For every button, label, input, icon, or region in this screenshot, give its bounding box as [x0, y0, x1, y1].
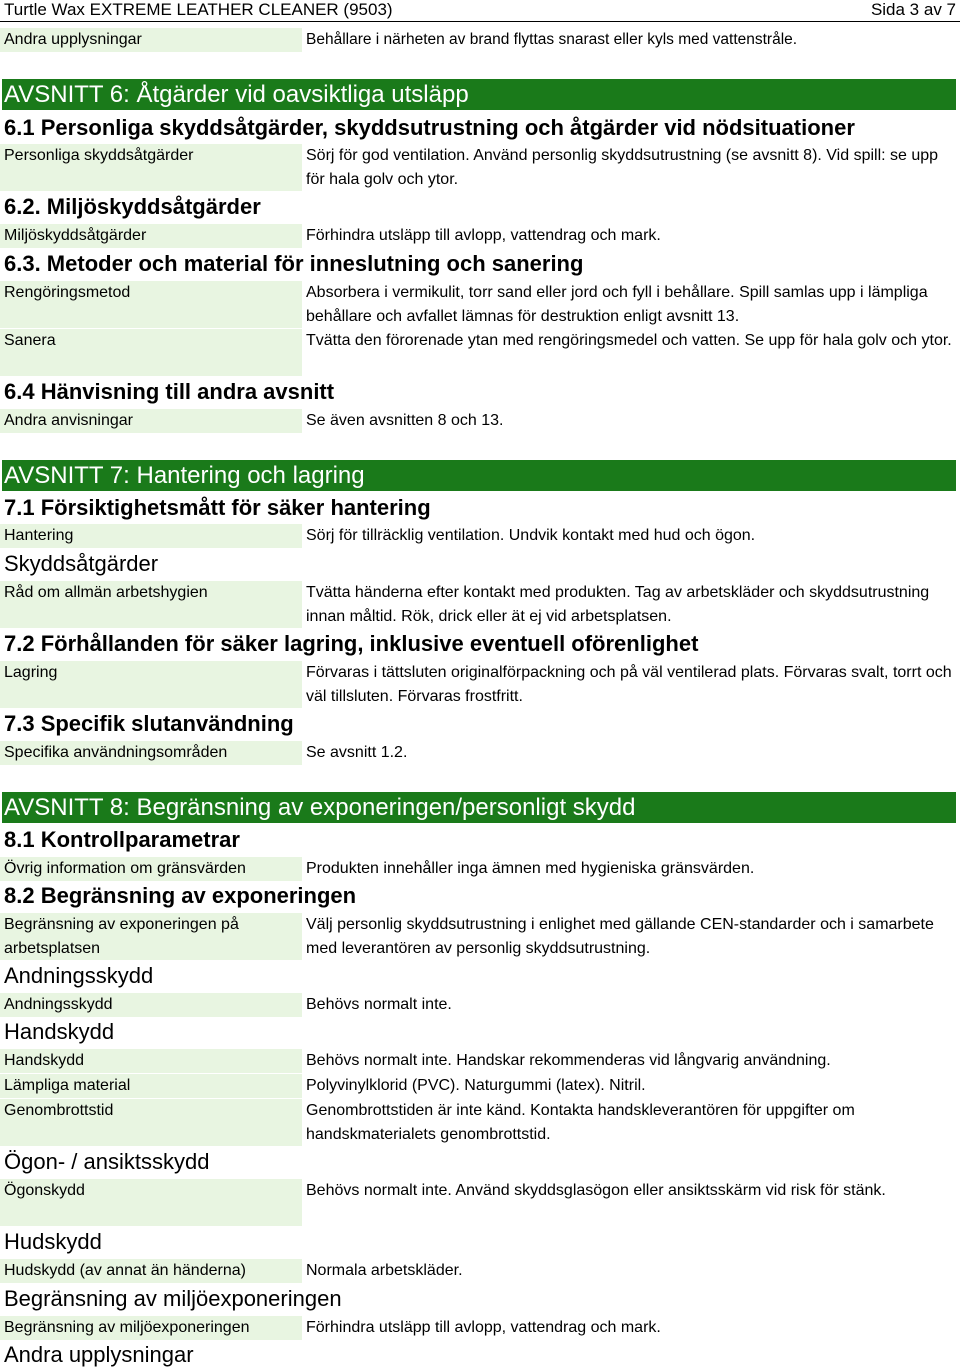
- field-value: Se avsnitt 1.2.: [306, 744, 408, 761]
- subsection-6-3: 6.3. Metoder och material för inneslutning och sanering: [4, 251, 584, 276]
- subsection-8-1: 8.1 Kontrollparametrar: [4, 827, 240, 852]
- field-label: Specifika användningsområden: [0, 741, 302, 765]
- field-label: Råd om allmän arbetshygien: [0, 581, 302, 628]
- section-6-title: AVSNITT 6: Åtgärder vid oavsiktliga utsläpp: [2, 79, 956, 110]
- field-value: Förhindra utsläpp till avlopp, vattendrag och mark.: [306, 1319, 661, 1336]
- subsection-6-4: 6.4 Hänvisning till andra avsnitt: [4, 379, 335, 404]
- field-label: Andra anvisningar: [0, 409, 302, 433]
- subheading-andra-upplysningar: Andra upplysningar: [4, 1342, 194, 1367]
- subheading-miljoexponering: Begränsning av miljöexponeringen: [4, 1286, 342, 1311]
- subheading-ogonskydd: Ögon- / ansiktsskydd: [4, 1149, 210, 1174]
- subsection-6-1: 6.1 Personliga skyddsåtgärder, skyddsutrustning och åtgärder vid nödsituationer: [4, 115, 855, 140]
- field-label: Rengöringsmetod: [0, 281, 302, 328]
- field-value: Absorbera i vermikulit, torr sand eller jord och fyll i behållare. Spill samlas upp i lämpliga behållare och avfallet lämnas för destruktion enligt avsnitt 13.: [306, 284, 928, 325]
- field-value: Förvaras i tättsluten originalförpackning och på väl ventilerad plats. Förvaras svalt, torrt och väl tillsluten. Förvaras frostfritt.: [306, 664, 952, 705]
- header-divider: [0, 21, 960, 22]
- field-label: Genombrottstid: [0, 1099, 302, 1146]
- field-value: Behållare i närheten av brand flyttas snarast eller kyls med vattenstråle.: [306, 31, 798, 48]
- field-label: Miljöskyddsåtgärder: [0, 224, 302, 248]
- field-label: Begränsning av exponeringen på arbetsplatsen: [0, 913, 302, 960]
- field-label: Begränsning av miljöexponeringen: [0, 1316, 302, 1340]
- field-label: Lämpliga material: [0, 1074, 302, 1098]
- field-label: Hudskydd (av annat än händerna): [0, 1259, 302, 1283]
- subsection-7-3: 7.3 Specifik slutanvändning: [4, 711, 294, 736]
- field-value: Normala arbetskläder.: [306, 1262, 463, 1279]
- field-value: Behövs normalt inte.: [306, 996, 452, 1013]
- subheading-andningsskydd: Andningsskydd: [4, 963, 154, 988]
- document-title: Turtle Wax EXTREME LEATHER CLEANER (9503): [4, 0, 393, 19]
- field-value: Sörj för tillräcklig ventilation. Undvik kontakt med hud och ögon.: [306, 527, 756, 544]
- field-label: Hantering: [0, 524, 302, 548]
- field-value: Tvätta den förorenade ytan med rengöringsmedel och vatten. Se upp för hala golv och ytor.: [306, 332, 952, 349]
- field-label: Ögonskydd: [0, 1179, 302, 1226]
- field-label: Övrig information om gränsvärden: [0, 857, 302, 881]
- field-value: Förhindra utsläpp till avlopp, vattendrag och mark.: [306, 227, 661, 244]
- field-label: Andningsskydd: [0, 993, 302, 1017]
- subsection-6-2: 6.2. Miljöskyddsåtgärder: [4, 194, 261, 219]
- field-value: Sörj för god ventilation. Använd personlig skyddsutrustning (se avsnitt 8). Vid spill: se upp för hala golv och ytor.: [306, 147, 939, 188]
- subheading-hudskydd: Hudskydd: [4, 1229, 102, 1254]
- field-value: Polyvinylklorid (PVC). Naturgummi (latex). Nitril.: [306, 1077, 646, 1094]
- subsection-7-1: 7.1 Försiktighetsmått för säker hantering: [4, 495, 431, 520]
- subsection-7-2: 7.2 Förhållanden för säker lagring, inklusive eventuell oförenlighet: [4, 631, 699, 656]
- field-value: Behövs normalt inte. Handskar rekommenderas vid långvarig användning.: [306, 1052, 831, 1069]
- field-value: Tvätta händerna efter kontakt med produkten. Tag av arbetskläder och skyddsutrustning innan måltid. Rök, drick eller ät ej vid arbetsplatsen.: [306, 584, 930, 625]
- field-value: Genombrottstiden är inte känd. Kontakta handskleverantören för uppgifter om handskmaterialets genombrottstid.: [306, 1102, 855, 1143]
- subheading-skyddsatgarder: Skyddsåtgärder: [4, 551, 159, 576]
- page-number: Sida 3 av 7: [870, 0, 956, 19]
- subheading-handskydd: Handskydd: [4, 1019, 115, 1044]
- field-value: Produkten innehåller inga ämnen med hygieniska gränsvärden.: [306, 860, 755, 877]
- field-label: Personliga skyddsåtgärder: [0, 144, 302, 191]
- section-7-title: AVSNITT 7: Hantering och lagring: [2, 460, 956, 491]
- field-value: Välj personlig skyddsutrustning i enlighet med gällande CEN-standarder och i samarbete med leverantören av personlig skyddsutrustning.: [306, 916, 934, 957]
- subsection-8-2: 8.2 Begränsning av exponeringen: [4, 883, 357, 908]
- field-label: Lagring: [0, 661, 302, 708]
- section-8-title: AVSNITT 8: Begränsning av exponeringen/personligt skydd: [2, 792, 956, 823]
- field-label: Handskydd: [0, 1049, 302, 1073]
- field-label: Andra upplysningar: [0, 28, 302, 52]
- field-value: Behövs normalt inte. Använd skyddsglasögon eller ansiktsskärm vid risk för stänk.: [306, 1182, 886, 1199]
- field-label: Sanera: [0, 329, 302, 376]
- field-value: Se även avsnitten 8 och 13.: [306, 412, 504, 429]
